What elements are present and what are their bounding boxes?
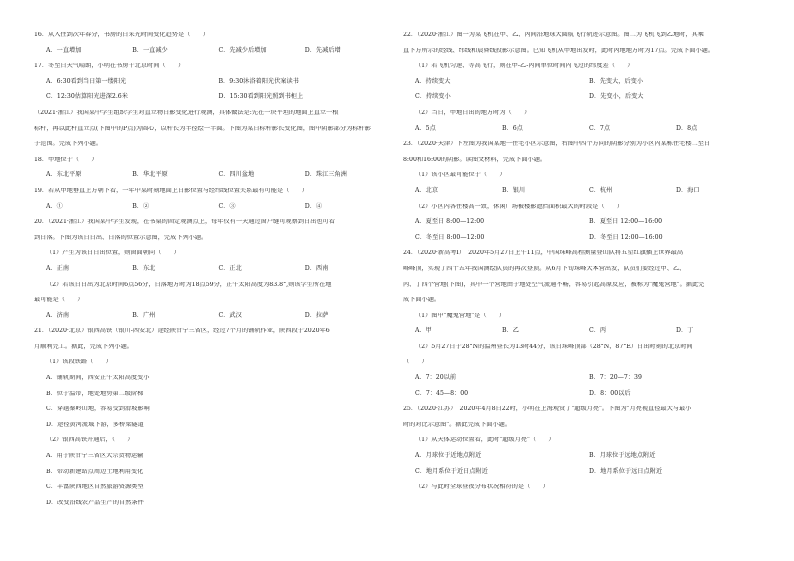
- q23-intro-line: 8:00和16:00的阴影。读图文材料，完成下面小题。: [403, 156, 547, 163]
- q20-1-option-b[interactable]: B．东北: [132, 264, 156, 272]
- q21-1-option-a[interactable]: A．铺轨期间，西安正午太阳高度变小: [46, 375, 150, 382]
- q23-1-option-a[interactable]: A．北京: [415, 186, 439, 194]
- q25-1-option-d[interactable]: D．地月系位于远日点附近: [589, 467, 663, 475]
- q18-option-a[interactable]: A．东北平原: [46, 171, 82, 179]
- q25-1-options-row2: [403, 469, 763, 485]
- q22-1-option-c[interactable]: C．持续变小: [415, 93, 451, 101]
- q25-intro-line: 25．（2020·江苏） 2020年4月8日22时，小明在上海观赏了"超级月亮"。下图为"月亮视直径最大与最小: [403, 406, 692, 413]
- q24-2-stem-line: （2）5月27日于28°N的温州昼长为13时44分，该日珠峰顶部（28°N，87°E）日出时刻的北京时间: [415, 343, 693, 350]
- q16-options: [34, 48, 391, 64]
- q20-2-option-d[interactable]: D．拉萨: [304, 311, 329, 319]
- q25-1-option-b[interactable]: B．月球位于远地点附近: [589, 452, 656, 460]
- q18-option-d[interactable]: D．珠江三角洲: [304, 171, 347, 179]
- right-column: [403, 32, 763, 500]
- q22-1-stem: （1）若飞机匀速、等高飞行，则在甲-乙-丙间单位时间内飞过的纬度差（ ）: [415, 63, 634, 70]
- q24-1-options: [403, 328, 763, 344]
- q17-option-d[interactable]: D．15:30看到阳光照到书柜上: [218, 93, 304, 101]
- q21-2-option-c[interactable]: C．丰富陕西地区自然旅游资源类型: [46, 484, 144, 491]
- q22-2-option-b[interactable]: B．6点: [502, 124, 523, 132]
- q24-intro-line: 成下面小题。: [403, 297, 441, 304]
- q16-option-c[interactable]: C．先减少后增加: [218, 46, 267, 54]
- q23-1-option-b[interactable]: B．银川: [502, 186, 526, 194]
- q25-1-option-c[interactable]: C．地月系位于近日点附近: [415, 467, 488, 475]
- q16-option-b[interactable]: B．一直减少: [132, 46, 168, 54]
- q18-intro-line: （2021·浙江）我国某中学生组织学生对直立物日影变化进行观测，具体做法是:先在一块平坦的地面上直立一根: [34, 109, 339, 116]
- q24-1-stem: （1）图中"魔鬼营地"是（ ）: [415, 312, 506, 319]
- left-column: [34, 32, 391, 515]
- q16-option-a[interactable]: A．一直增加: [46, 46, 82, 54]
- q25-1-option-a[interactable]: A．月球位于近地点附近: [415, 452, 482, 460]
- q24-2-option-c[interactable]: C．7：45—8：00: [415, 389, 469, 397]
- q20-2-stem-line: 最可能是（ ）: [34, 297, 84, 304]
- q21-2-option-d[interactable]: D．改变沿线农产品生产的自然条件: [46, 499, 144, 506]
- q25-2-stem: （2）与此时全球昼夜分布状况相符的是（ ）: [415, 484, 549, 491]
- q21-1-stem: （1）该段铁路（ ）: [46, 359, 112, 366]
- q17-option-c[interactable]: C．12:30估算阳光进深2.6米: [46, 93, 128, 101]
- q18-option-c[interactable]: C．四川盆地: [218, 171, 255, 179]
- q18-options: [34, 172, 391, 188]
- q24-1-option-d[interactable]: D．丁: [676, 327, 694, 335]
- q24-1-option-a[interactable]: A．甲: [415, 327, 432, 335]
- q19-stem: 19．若从甲地垂直上方朝下看，一年中某时刻地面上日影位置与经纬线位置关系最有可能是（ ）: [34, 187, 308, 194]
- q24-2-stem-line: （ ）: [403, 359, 428, 366]
- q24-2-options-row2: [403, 391, 763, 407]
- q24-1-option-c[interactable]: C．丙: [589, 327, 607, 335]
- q22-2-option-d[interactable]: D．8点: [676, 124, 698, 132]
- q23-1-option-c[interactable]: C．杭州: [589, 186, 613, 194]
- q20-1-option-a[interactable]: A．正南: [46, 264, 70, 272]
- q17-option-b[interactable]: B．9:30沐浴着阳光伏案读书: [218, 77, 299, 85]
- q21-intro-line: 21．（2020·北京）银西高铁（银川-西安北）途经陕甘宁三省区，经过7个月的铺轨作业，陕西段于2020年6: [34, 328, 330, 335]
- q23-1-stem: （1）该小区最可能位于（ ）: [415, 172, 506, 179]
- q25-1-options-row1: [403, 453, 763, 469]
- q18-stem: 18．甲地位于（ ）: [34, 156, 98, 163]
- q17-stem: 17．冬至日天气晴朗，小明在书房干北京时间（ ）: [34, 63, 185, 70]
- q23-1-options: [403, 188, 763, 204]
- q20-intro-line: 20．（2021·浙江）我国某中学生发现，在书桌的固定观测点上，每年仅有一天通过窗户缝可观察到日出也可看: [34, 219, 335, 226]
- q24-1-option-b[interactable]: B．乙: [502, 327, 519, 335]
- q21-1-option-d[interactable]: D．途径黄河流域下游，多桥梁隧道: [46, 421, 144, 428]
- q19-option-a[interactable]: A．①: [46, 202, 63, 210]
- q23-2-option-c[interactable]: C．冬至日 8:00—12:00: [415, 233, 485, 241]
- q19-option-c[interactable]: C．③: [218, 202, 236, 210]
- q23-2-option-d[interactable]: D．冬至日 12:00—16:00: [589, 233, 663, 241]
- q16-stem: 16．从入住到次年春分，书房的日采光时间变化趋势是（ ）: [34, 32, 209, 38]
- q20-intro-line: 到日落。下图为该日日出、日落的位置示意图，完成下列小题。: [34, 234, 208, 241]
- q24-2-options-row1: [403, 375, 763, 391]
- q21-2-option-a[interactable]: A．用于陕甘宁三省区大宗货物运输: [46, 453, 144, 460]
- q22-2-options: [403, 126, 763, 142]
- q24-intro-line: 峰峰顶，实现了四十五年我国测绘队员的再次登顶。从6月下旬珠峰大本营出发，队员们要经过甲、乙、: [403, 265, 686, 272]
- q22-2-stem: （2）当日，甲地日出的地方时为（ ）: [415, 109, 531, 116]
- q22-intro-line: 22．（2020·浙江）图一为某飞机在甲、乙、丙间沿地球大圆航飞行轨迹示意图。图二为飞机飞到乙地时，其乘: [403, 32, 704, 38]
- q22-2-option-a[interactable]: A．5点: [415, 124, 436, 132]
- q23-2-stem: （2）小区内各住楼高一致，休闲广场被楼影遮挡面积最大的时段是（ ）: [415, 203, 624, 210]
- q21-1-option-b[interactable]: B．位于温带，地处地势第二级阶梯: [46, 390, 144, 397]
- q22-1-options-row1: [403, 79, 763, 95]
- q21-2-option-b[interactable]: B．带动新建站点周边土地利用变化: [46, 468, 144, 475]
- q25-1-stem: （1）从天体运动位置看，此时"超级月亮"（ ）: [415, 437, 555, 444]
- q22-1-option-b[interactable]: B．先变大，后变小: [589, 77, 644, 85]
- q20-1-options: [34, 266, 391, 282]
- q22-1-options-row2: [403, 94, 763, 110]
- q22-2-option-c[interactable]: C．7点: [589, 124, 611, 132]
- q22-1-option-d[interactable]: D．先变小，后变大: [589, 93, 644, 101]
- q20-1-stem: （1）产生为该日日出位置，则窗面朝向（ ）: [46, 250, 180, 257]
- q18-intro-line: 子范围。完成下列小题。: [34, 141, 103, 148]
- q17-option-a[interactable]: A．6:30看到当日第一缕阳光: [46, 77, 127, 85]
- q22-intro-line: 直下方所示的经线、纬线和晨昏线投影示意图。已知飞机从甲地出发时，此时丙地地方时为17点。完成下面小题。: [403, 47, 715, 54]
- q16-option-d[interactable]: D．先减后增: [304, 46, 341, 54]
- q18-intro-line: 标杆，再以此杆直立点(下图中的P点)为圆心，以杆长为半径绘一半圆。下图为某日标杆影长变化图，图中阴影部分为标杆影: [34, 125, 371, 132]
- q24-2-option-a[interactable]: A．7：20以前: [415, 374, 457, 382]
- q23-2-options-row1: [403, 219, 763, 235]
- q22-1-option-a[interactable]: A．持续变大: [415, 77, 451, 85]
- q23-1-option-d[interactable]: D．海口: [676, 186, 700, 194]
- q20-1-option-d[interactable]: D．西南: [304, 264, 329, 272]
- q23-2-option-b[interactable]: B．夏至日 12:00—16:00: [589, 218, 663, 226]
- q20-2-option-a[interactable]: A．济南: [46, 311, 70, 319]
- q19-option-d[interactable]: D．④: [304, 202, 323, 210]
- q20-2-stem-line: （2）若该日日出为北京时间6点56分，日落地方时为18点59分，正午太阳高度为83.8°,则该学生所在地: [46, 281, 332, 288]
- q21-intro-line: 月顺利完工。据此，完成下列小题。: [34, 343, 133, 350]
- q23-2-option-a[interactable]: A．夏至日 8:00—12:00: [415, 218, 485, 226]
- q18-option-b[interactable]: B．华北平原: [132, 171, 168, 179]
- q20-2-option-b[interactable]: B．广州: [132, 311, 156, 319]
- q19-option-b[interactable]: B．②: [132, 202, 150, 210]
- q24-2-option-d[interactable]: D．8：00以后: [589, 389, 631, 397]
- q20-1-option-c[interactable]: C．正北: [218, 264, 242, 272]
- q24-2-option-b[interactable]: B．7：20—7：39: [589, 374, 642, 382]
- q20-2-options: [34, 313, 391, 329]
- q19-options: [34, 204, 391, 220]
- q25-intro-line: 时的对比示意图"。据此完成下面小题。: [403, 421, 512, 428]
- q21-2-stem: （2）银西高铁开通后，（ ）: [46, 437, 134, 444]
- q23-intro-line: 23．（2020·天津）下左图为我国某地一住宅小区示意图，右图中四个方向的阴影分别为小区内某栋住宅楼二至日: [403, 141, 711, 148]
- q23-2-options-row2: [403, 235, 763, 251]
- q24-intro-line: 丙、丁四个营地(下图)，其中一个营地由于地处空气流通不畅，容易引起高原反应，被称为"魔鬼营地"。据此完: [403, 281, 705, 288]
- q17-options-row2: [34, 94, 391, 110]
- q24-intro-line: 24．（2020·新高考Ⅰ） 2020年5月27日上午11点，中国珠峰高程测量登山队将五星红旗插上世界最高: [403, 250, 684, 257]
- q20-2-option-c[interactable]: C．武汉: [218, 311, 242, 319]
- q21-1-option-c[interactable]: C．穿越秦岭山地，容易受到滑坡影响: [46, 406, 150, 413]
